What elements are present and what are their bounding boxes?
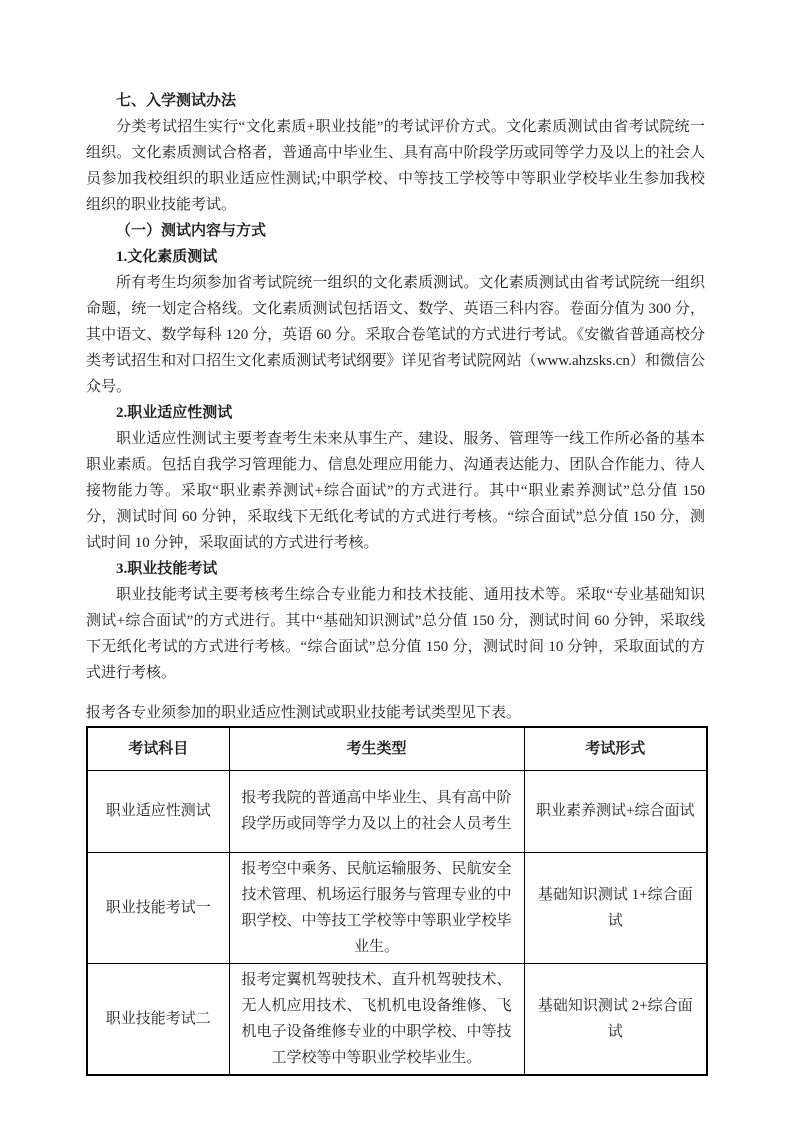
- cell-exam-subject: 职业技能考试一: [87, 852, 229, 963]
- cell-exam-format: 基础知识测试 1+综合面试: [524, 852, 707, 963]
- table-row-aptitude-test: [87, 770, 707, 852]
- table-row-skill-test-2: [87, 963, 707, 1075]
- cell-exam-format: 基础知识测试 2+综合面试: [524, 963, 707, 1075]
- exam-type-table: [86, 726, 708, 1076]
- cell-exam-format: 职业素养测试+综合面试: [524, 770, 707, 852]
- aptitude-test-heading: 2.职业适应性测试: [116, 405, 233, 421]
- culture-test-body: 所有考生均须参加省考试院统一组织的文化素质测试。文化素质测试由省考试院统一组织命题，统一划定合格线。文化素质测试包括语文、数学、英语三科内容。卷面分值为 300 分，其中语文、数学每科 120 分，英语 60 分。采取合卷笔试的方式进行考试。《安徽省普通高校分类考试招生和对口招生文化素质测试考试纲要》详见省考试院网站（www.ahzsks.cn）和微信公众号。: [86, 275, 705, 395]
- header-exam-format: 考试形式: [524, 727, 707, 770]
- content-method-heading: （一）测试内容与方式: [116, 223, 267, 239]
- cell-candidate-type: 报考我院的普通高中毕业生、具有高中阶段学历或同等学力及以上的社会人员考生: [229, 770, 524, 852]
- skill-test-heading: 3.职业技能考试: [116, 561, 218, 577]
- table-row-skill-test-1: [87, 852, 707, 963]
- cell-candidate-type: 报考空中乘务、民航运输服务、民航安全技术管理、机场运行服务与管理专业的中职学校、中等技工学校等中等职业学校毕业生。: [229, 852, 524, 963]
- table-note: 报考各专业须参加的职业适应性测试或职业技能考试类型见下表。: [86, 705, 522, 721]
- doc-title: 七、入学测试办法: [116, 93, 237, 109]
- header-exam-subject: 考试科目: [87, 727, 229, 770]
- table-header-row: [87, 727, 707, 770]
- cell-exam-subject: 职业适应性测试: [87, 770, 229, 852]
- culture-test-heading: 1.文化素质测试: [116, 249, 218, 265]
- skill-test-body: 职业技能考试主要考核考生综合专业能力和技术技能、通用技术等。采取“专业基础知识测试+综合面试”的方式进行。其中“基础知识测试”总分值 150 分，测试时间 60 分钟，采取线下无纸化考试的方式进行考核。“综合面试”总分值 150 分，测试时间 10 分钟，采取面试的方式进行考核。: [86, 587, 705, 681]
- intro-paragraph: 分类考试招生实行“文化素质+职业技能”的考试评价方式。文化素质测试由省考试院统一组织。文化素质测试合格者，普通高中毕业生、具有高中阶段学历或同等学力及以上的社会人员参加我校组织的职业适应性测试;中职学校、中等技工学校等中等职业学校毕业生参加我校组织的职业技能考试。: [86, 119, 705, 213]
- aptitude-test-body: 职业适应性测试主要考查考生未来从事生产、建设、服务、管理等一线工作所必备的基本职业素质。包括自我学习管理能力、信息处理应用能力、沟通表达能力、团队合作能力、待人接物能力等。采取“职业素养测试+综合面试”的方式进行。其中“职业素养测试”总分值 150 分，测试时间 60 分钟，采取线下无纸化考试的方式进行考核。“综合面试”总分值 150 分，测试时间 10 分钟，采取面试的方式进行考核。: [86, 431, 705, 551]
- header-candidate-type: 考生类型: [229, 727, 524, 770]
- cell-candidate-type: 报考定翼机驾驶技术、直升机驾驶技术、无人机应用技术、飞机机电设备维修、飞机电子设备维修专业的中职学校、中等技工学校等中等职业学校毕业生。: [229, 963, 524, 1075]
- cell-exam-subject: 职业技能考试二: [87, 963, 229, 1075]
